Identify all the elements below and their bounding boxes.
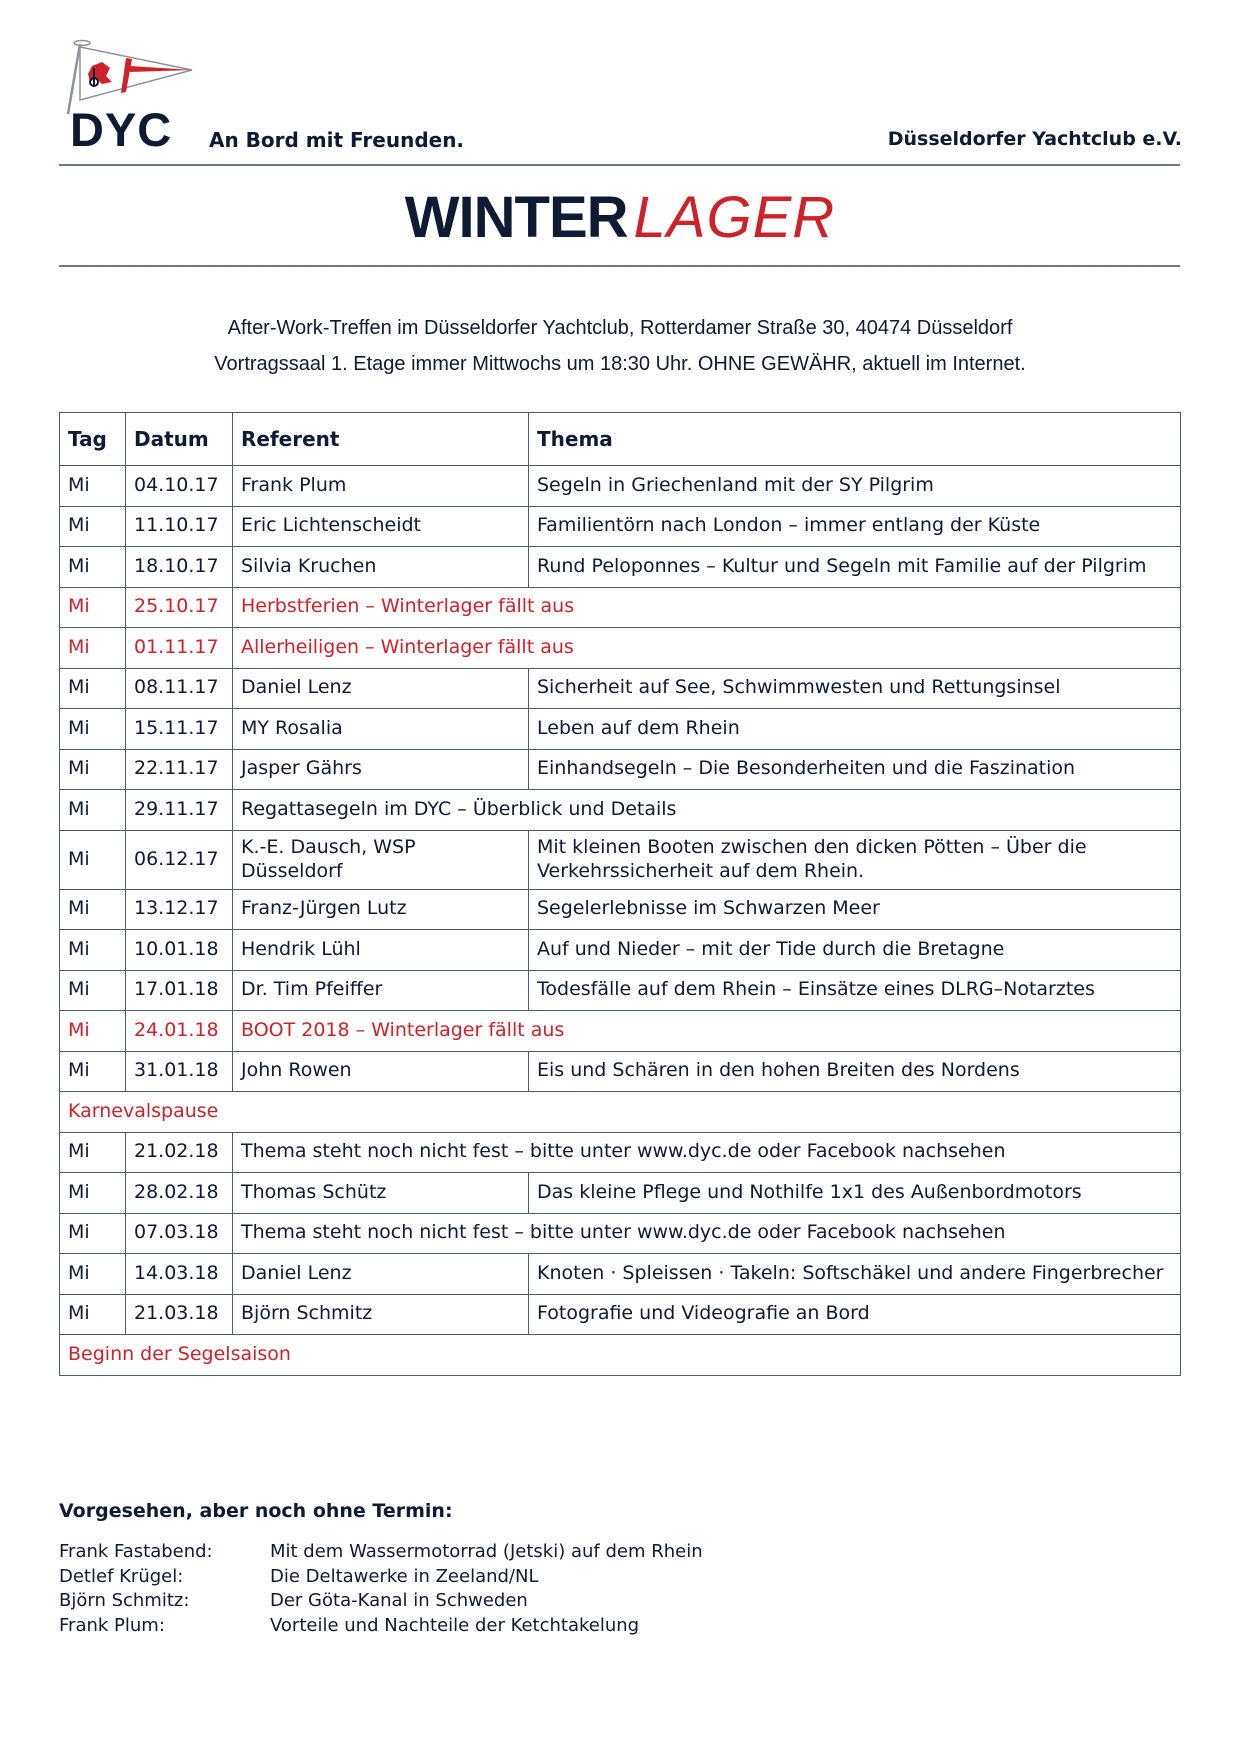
cell-datum: 25.10.17 — [126, 587, 233, 628]
cell-referent: MY Rosalia — [233, 709, 529, 750]
cell-datum: 15.11.17 — [126, 709, 233, 750]
cell-tag: Mi — [60, 830, 126, 889]
table-row — [60, 1173, 1181, 1214]
cell-tag: Mi — [60, 889, 126, 930]
cell-datum: 08.11.17 — [126, 668, 233, 709]
cell-thema: Einhandsegeln – Die Besonderheiten und die Faszination — [529, 749, 1181, 790]
table-row — [60, 1051, 1181, 1092]
cell-tag: Mi — [60, 709, 126, 750]
table-row — [60, 506, 1181, 547]
cell-thema: Todesfälle auf dem Rhein – Einsätze eines DLRG–Notarztes — [529, 970, 1181, 1011]
cell-datum: 18.10.17 — [126, 547, 233, 588]
cell-tag: Mi — [60, 628, 126, 669]
table-header-row — [60, 413, 1181, 466]
table-row — [60, 668, 1181, 709]
cell-referent: Dr. Tim Pfeiffer — [233, 970, 529, 1011]
intro-line-1: After-Work-Treffen im Düsseldorfer Yachtclub, Rotterdamer Straße 30, 40474 Düsseldorf — [227, 317, 1013, 339]
cell-tag: Mi — [60, 668, 126, 709]
cell-datum: 17.01.18 — [126, 970, 233, 1011]
section-row — [60, 1092, 1181, 1133]
schedule-body — [60, 466, 1181, 1376]
cell-thema: Das kleine Pflege und Nothilfe 1x1 des Außenbordmotors — [529, 1173, 1181, 1214]
section-row — [60, 1335, 1181, 1376]
table-row — [60, 1132, 1181, 1173]
header-datum: Datum — [126, 413, 233, 466]
cell-thema: Auf und Nieder – mit der Tide durch die Bretagne — [529, 930, 1181, 971]
header-divider — [59, 164, 1180, 166]
pending-item — [59, 1589, 703, 1614]
cell-datum: 07.03.18 — [126, 1213, 233, 1254]
cell-datum: 11.10.17 — [126, 506, 233, 547]
cancelled-row — [60, 587, 1181, 628]
cell-thema: Rund Peloponnes – Kultur und Segeln mit Familie auf der Pilgrim — [529, 547, 1181, 588]
header-tag: Tag — [60, 413, 126, 466]
title-divider — [59, 265, 1180, 267]
cell-datum: 01.11.17 — [126, 628, 233, 669]
pending-speaker: Frank Plum: — [59, 1614, 165, 1636]
table-row — [60, 749, 1181, 790]
table-row — [60, 547, 1181, 588]
cell-datum: 04.10.17 — [126, 466, 233, 507]
table-row — [60, 466, 1181, 507]
cell-note: Regattasegeln im DYC – Überblick und Details — [233, 790, 1181, 831]
cell-referent: Thomas Schütz — [233, 1173, 529, 1214]
logo-wordmark: DYC — [70, 103, 173, 156]
pending-list — [59, 1540, 703, 1638]
cell-tag: Mi — [60, 930, 126, 971]
cell-tag: Mi — [60, 749, 126, 790]
table-row — [60, 1294, 1181, 1335]
cell-tag: Mi — [60, 1173, 126, 1214]
cancelled-row — [60, 628, 1181, 669]
cancelled-row — [60, 1011, 1181, 1052]
cell-datum: 24.01.18 — [126, 1011, 233, 1052]
cell-thema: Leben auf dem Rhein — [529, 709, 1181, 750]
cell-referent: Hendrik Lühl — [233, 930, 529, 971]
cell-datum: 13.12.17 — [126, 889, 233, 930]
cell-note: Allerheiligen – Winterlager fällt aus — [233, 628, 1181, 669]
cell-note: Herbstferien – Winterlager fällt aus — [233, 587, 1181, 628]
cell-thema: Sicherheit auf See, Schwimmwesten und Rettungsinsel — [529, 668, 1181, 709]
cell-tag: Mi — [60, 547, 126, 588]
cell-thema: Familientörn nach London – immer entlang der Küste — [529, 506, 1181, 547]
header-thema: Thema — [529, 413, 1181, 466]
pending-item — [59, 1540, 703, 1565]
cell-datum: 06.12.17 — [126, 830, 233, 889]
tagline: An Bord mit Freunden. — [209, 128, 465, 152]
club-name: Düsseldorfer Yachtclub e.V. — [887, 128, 1182, 150]
table-row — [60, 790, 1181, 831]
title-lager: LAGER — [633, 185, 836, 250]
cell-datum: 14.03.18 — [126, 1254, 233, 1295]
cell-tag: Mi — [60, 970, 126, 1011]
cell-thema: Mit kleinen Booten zwischen den dicken Pötten – Über die Verkehrssicherheit auf dem Rhein. — [529, 830, 1181, 889]
cell-datum: 31.01.18 — [126, 1051, 233, 1092]
pending-speaker: Detlef Krügel: — [59, 1565, 184, 1587]
table-row — [60, 1213, 1181, 1254]
cell-referent: Franz-Jürgen Lutz — [233, 889, 529, 930]
schedule-table — [59, 412, 1181, 1376]
intro-text — [0, 310, 1240, 382]
table-row — [60, 1254, 1181, 1295]
cell-note: BOOT 2018 – Winterlager fällt aus — [233, 1011, 1181, 1052]
table-row — [60, 830, 1181, 889]
cell-referent: Jasper Gährs — [233, 749, 529, 790]
pending-item — [59, 1565, 703, 1590]
cell-note: Thema steht noch nicht fest – bitte unter www.dyc.de oder Facebook nachsehen — [233, 1213, 1181, 1254]
pending-topic: Der Göta-Kanal in Schweden — [270, 1590, 528, 1611]
cell-thema: Fotografie und Videografie an Bord — [529, 1294, 1181, 1335]
cell-referent: Eric Lichtenscheidt — [233, 506, 529, 547]
table-row — [60, 970, 1181, 1011]
section-label: Beginn der Segelsaison — [60, 1335, 1181, 1376]
pending-speaker: Frank Fastabend: — [59, 1541, 213, 1562]
cell-referent: John Rowen — [233, 1051, 529, 1092]
cell-tag: Mi — [60, 1132, 126, 1173]
pending-topic: Vorteile und Nachteile der Ketchtakelung — [270, 1614, 640, 1636]
cell-tag: Mi — [60, 587, 126, 628]
cell-datum: 22.11.17 — [126, 749, 233, 790]
header-referent: Referent — [233, 413, 529, 466]
cell-tag: Mi — [60, 1011, 126, 1052]
table-row — [60, 709, 1181, 750]
pending-item — [59, 1614, 703, 1639]
cell-thema: Knoten · Spleissen · Takeln: Softschäkel und andere Fingerbrecher — [529, 1254, 1181, 1295]
cell-datum: 10.01.18 — [126, 930, 233, 971]
table-row — [60, 889, 1181, 930]
cell-referent: K.-E. Dausch, WSP Düsseldorf — [233, 830, 529, 889]
pending-title: Vorgesehen, aber noch ohne Termin: — [59, 1500, 453, 1522]
cell-referent: Frank Plum — [233, 466, 529, 507]
intro-line-2: Vortragssaal 1. Etage immer Mittwochs um 18:30 Uhr. OHNE GEWÄHR, aktuell im Internet. — [214, 353, 1026, 375]
cell-tag: Mi — [60, 1294, 126, 1335]
cell-tag: Mi — [60, 1213, 126, 1254]
cell-tag: Mi — [60, 506, 126, 547]
cell-note: Thema steht noch nicht fest – bitte unter www.dyc.de oder Facebook nachsehen — [233, 1132, 1181, 1173]
pending-speaker: Björn Schmitz: — [59, 1590, 190, 1611]
cell-referent: Silvia Kruchen — [233, 547, 529, 588]
cell-tag: Mi — [60, 790, 126, 831]
cell-datum: 28.02.18 — [126, 1173, 233, 1214]
table-row — [60, 930, 1181, 971]
cell-thema: Eis und Schären in den hohen Breiten des Nordens — [529, 1051, 1181, 1092]
cell-tag: Mi — [60, 466, 126, 507]
cell-thema: Segelerlebnisse im Schwarzen Meer — [529, 889, 1181, 930]
section-label: Karnevalspause — [60, 1092, 1181, 1133]
cell-datum: 21.02.18 — [126, 1132, 233, 1173]
cell-datum: 29.11.17 — [126, 790, 233, 831]
cell-thema: Segeln in Griechenland mit der SY Pilgrim — [529, 466, 1181, 507]
pending-topic: Mit dem Wassermotorrad (Jetski) auf dem Rhein — [270, 1541, 703, 1562]
cell-referent: Björn Schmitz — [233, 1294, 529, 1335]
title-winter: WINTER — [404, 185, 628, 250]
page-title — [0, 185, 1240, 250]
pending-topic: Die Deltawerke in Zeeland/NL — [270, 1565, 539, 1587]
cell-referent: Daniel Lenz — [233, 668, 529, 709]
cell-tag: Mi — [60, 1254, 126, 1295]
cell-datum: 21.03.18 — [126, 1294, 233, 1335]
cell-referent: Daniel Lenz — [233, 1254, 529, 1295]
cell-tag: Mi — [60, 1051, 126, 1092]
